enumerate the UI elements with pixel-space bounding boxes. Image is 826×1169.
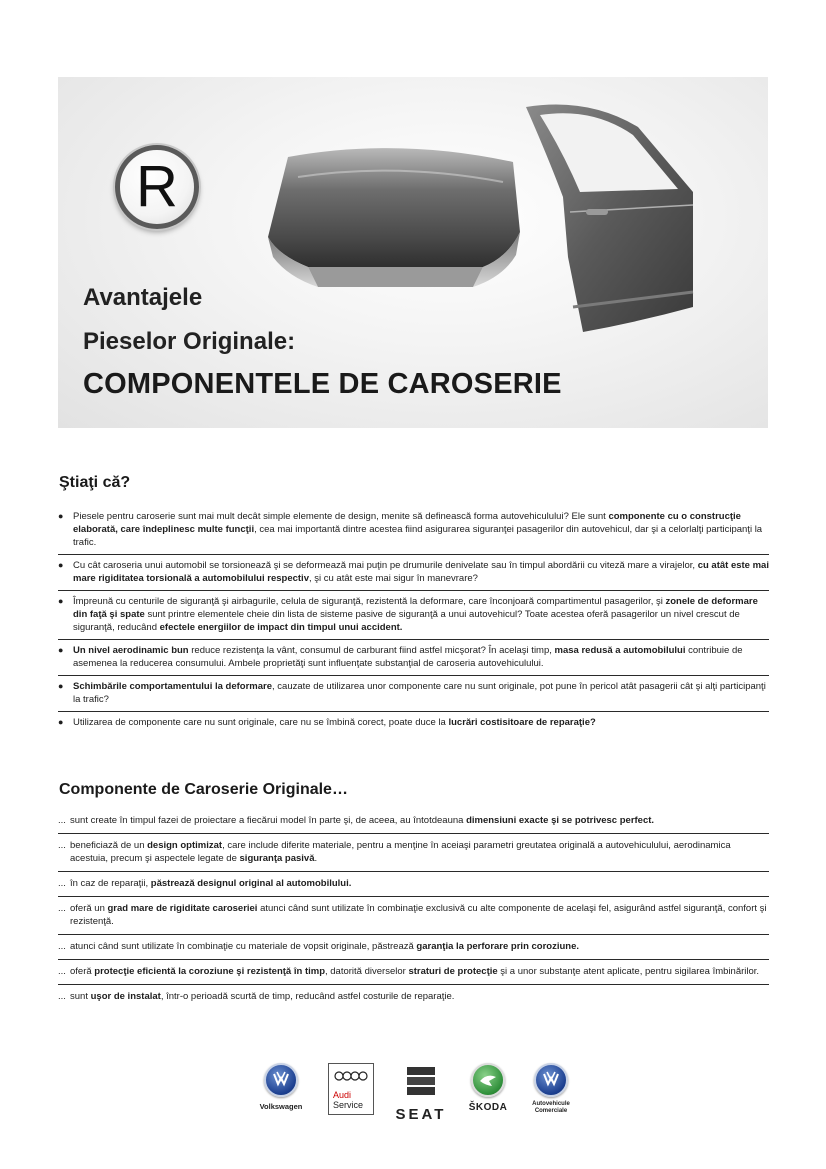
text: şi a unor substanţe atent aplicate, pentru sigilarea îmbinărilor. xyxy=(497,966,760,977)
text: atunci când sunt utilizate în combinaţie exclusivă cu alte componente de acelaşi fel, asigurând astfel siguranţă, confort şi rezistenţă. xyxy=(70,903,767,927)
skoda-logo xyxy=(465,1063,511,1113)
stiati-list xyxy=(58,506,769,734)
stiati-item xyxy=(58,712,769,734)
text: Utilizarea de componente care nu sunt originale, care nu se îmbină corect, poate duce la xyxy=(73,717,449,728)
ellipsis-marker: ... xyxy=(58,991,66,1002)
bold-text: straturi de protecţie xyxy=(408,966,498,977)
text: sunt xyxy=(70,991,91,1002)
audi-service-logo xyxy=(328,1063,374,1115)
text: , într-o perioadă scurtă de timp, reducând astfel costurile de reparaţie. xyxy=(160,991,455,1002)
bold-text: Un nivel aerodinamic bun xyxy=(73,645,189,656)
text: sunt printre elementele cheie din lista de sisteme pasive de siguranţă a unui autovehicul? Toate acestea oferă pasagerilor un nivel crescut de siguranţă, reducând xyxy=(73,609,740,633)
text: oferă xyxy=(70,966,95,977)
stiati-item xyxy=(58,506,769,555)
ellipsis-marker: ... xyxy=(58,966,66,977)
text: Piesele pentru caroserie sunt mai mult decât simple elemente de design, menite să definească forma autovehiculului? Ele sunt xyxy=(73,511,609,522)
text: beneficiază de un xyxy=(70,840,148,851)
car-hood-image xyxy=(258,137,528,297)
seat-logo xyxy=(389,1063,453,1123)
bold-text: grad mare de rigiditate caroseriei xyxy=(107,903,258,914)
stiati-item xyxy=(58,591,769,640)
text: contribuie de asemenea la reducerea consumului. Ambele proprietăţi sunt influenţate substanţial de caroseria autovehiculului. xyxy=(73,645,743,669)
skoda-emblem-icon xyxy=(471,1063,505,1097)
text: în caz de reparaţii, xyxy=(70,878,151,889)
audi-label: Audi xyxy=(333,1090,352,1100)
brand-logos xyxy=(0,1063,826,1133)
bold-text: păstrează designul original al automobilului. xyxy=(150,878,352,889)
bold-text: componente cu o construcţie elaborată, care îndeplinesc multe funcţii xyxy=(73,511,741,535)
volkswagen-logo xyxy=(256,1063,306,1111)
car-door-image xyxy=(518,97,718,337)
componente-item xyxy=(58,935,769,960)
text: , şi cu atât este mai sigur în manevrare? xyxy=(308,573,478,584)
badge-letter: R xyxy=(136,154,178,219)
text: , cea mai importantă dintre acestea fiind asigurarea siguranţei pasagerilor din autovehicul, dar şi a celorlalţi participanţi la trafic. xyxy=(73,524,763,548)
hero-title-line1: Avantajele xyxy=(83,284,203,311)
text: , cauzate de utilizarea unor componente care nu sunt originale, pot pune în pericol atât pasagerii cât şi alţi participanţi la trafic? xyxy=(73,681,766,705)
text: oferă un xyxy=(70,903,108,914)
text: Împreună cu centurile de siguranţă şi airbagurile, celula de siguranţă, rezistentă la deformare, care înconjoară compartimentul pasagerilor, şi xyxy=(73,596,666,607)
hero-title-line2: Pieselor Originale: xyxy=(83,328,296,355)
bullet-icon: ● xyxy=(58,645,64,655)
bold-text: garanţia la perforare prin coroziune. xyxy=(416,941,580,952)
ellipsis-marker: ... xyxy=(58,815,66,826)
vw-commercial-label-line1: Autovehicule xyxy=(532,1101,570,1107)
componente-item xyxy=(58,985,769,1009)
seat-label: SEAT xyxy=(395,1106,447,1123)
audi-service-label: Service xyxy=(333,1100,364,1110)
bullet-icon: ● xyxy=(58,560,64,570)
bold-text: efectele energiilor de impact din timpul unui accident. xyxy=(159,622,403,633)
bold-text: cu atât este mai mare rigiditatea torsională a automobilului respectiv xyxy=(73,560,769,584)
bullet-icon: ● xyxy=(58,681,64,691)
componente-item xyxy=(58,834,769,872)
text: atunci când sunt utilizate în combinaţie cu materiale de vopsit originale, păstrează xyxy=(70,941,417,952)
seat-emblem-icon xyxy=(403,1063,439,1099)
bold-text: dimensiuni exacte şi se potrivesc perfect. xyxy=(466,815,655,826)
bullet-icon: ● xyxy=(58,717,64,727)
text: reduce rezistenţa la vânt, consumul de carburant fiind astfel micşorat? În acelaşi timp, xyxy=(188,645,555,656)
vw-commercial-label-line2: Comerciale xyxy=(534,1108,568,1114)
stiati-item xyxy=(58,640,769,676)
text: Cu cât caroseria unui automobil se torsionează şi se deformează mai puţin pe drumurile denivelate sau în timpul abordării cu viteză mare a virajelor, xyxy=(73,560,698,571)
bullet-icon: ● xyxy=(58,511,64,521)
skoda-label: ŠKODA xyxy=(468,1102,508,1113)
componente-item xyxy=(58,809,769,834)
text: , datorită diverselor xyxy=(325,966,409,977)
vw-commercial-emblem-icon xyxy=(534,1063,568,1097)
bold-text: lucrări costisitoare de reparaţie? xyxy=(448,717,596,728)
bold-text: protecţie eficientă la coroziune şi rezistenţă în timp xyxy=(94,966,325,977)
componente-item xyxy=(58,897,769,935)
audi-rings-icon xyxy=(333,1071,369,1081)
bold-text: masa redusă a automobilului xyxy=(554,645,686,656)
volkswagen-label: Volkswagen xyxy=(259,1102,303,1111)
componente-item xyxy=(58,960,769,985)
ellipsis-marker: ... xyxy=(58,878,66,889)
bold-text: Schimbările comportamentului la deformare xyxy=(73,681,273,692)
vw-emblem-icon xyxy=(264,1063,298,1097)
componente-list xyxy=(58,809,769,1009)
componente-item xyxy=(58,872,769,897)
text: . xyxy=(314,853,318,864)
stiati-item xyxy=(58,555,769,591)
registered-badge xyxy=(115,145,199,229)
componente-heading: Componente de Caroserie Originale… xyxy=(59,781,348,798)
hero-title-main: COMPONENTELE DE CAROSERIE xyxy=(83,368,562,400)
bold-text: design optimizat xyxy=(147,840,223,851)
vw-commercial-logo xyxy=(524,1063,578,1115)
stiati-item xyxy=(58,676,769,712)
text: , care include diferite materiale, pentru a menţine în aceiaşi parametri greutatea originală a autovehiculului, aerodinamica acestuia, precum şi aspectele legate de xyxy=(70,840,731,864)
bold-text: uşor de instalat xyxy=(90,991,161,1002)
bold-text: zonele de deformare din faţă şi spate xyxy=(73,596,758,620)
bold-text: siguranţa pasivă xyxy=(239,853,315,864)
text: sunt create în timpul fazei de proiectare a fiecărui model în parte şi, de aceea, au întotdeauna xyxy=(70,815,467,826)
hero-banner xyxy=(58,77,768,428)
stiati-heading: Ştiaţi că? xyxy=(59,474,131,491)
ellipsis-marker: ... xyxy=(58,840,66,851)
ellipsis-marker: ... xyxy=(58,903,66,914)
ellipsis-marker: ... xyxy=(58,941,66,952)
bullet-icon: ● xyxy=(58,596,64,606)
